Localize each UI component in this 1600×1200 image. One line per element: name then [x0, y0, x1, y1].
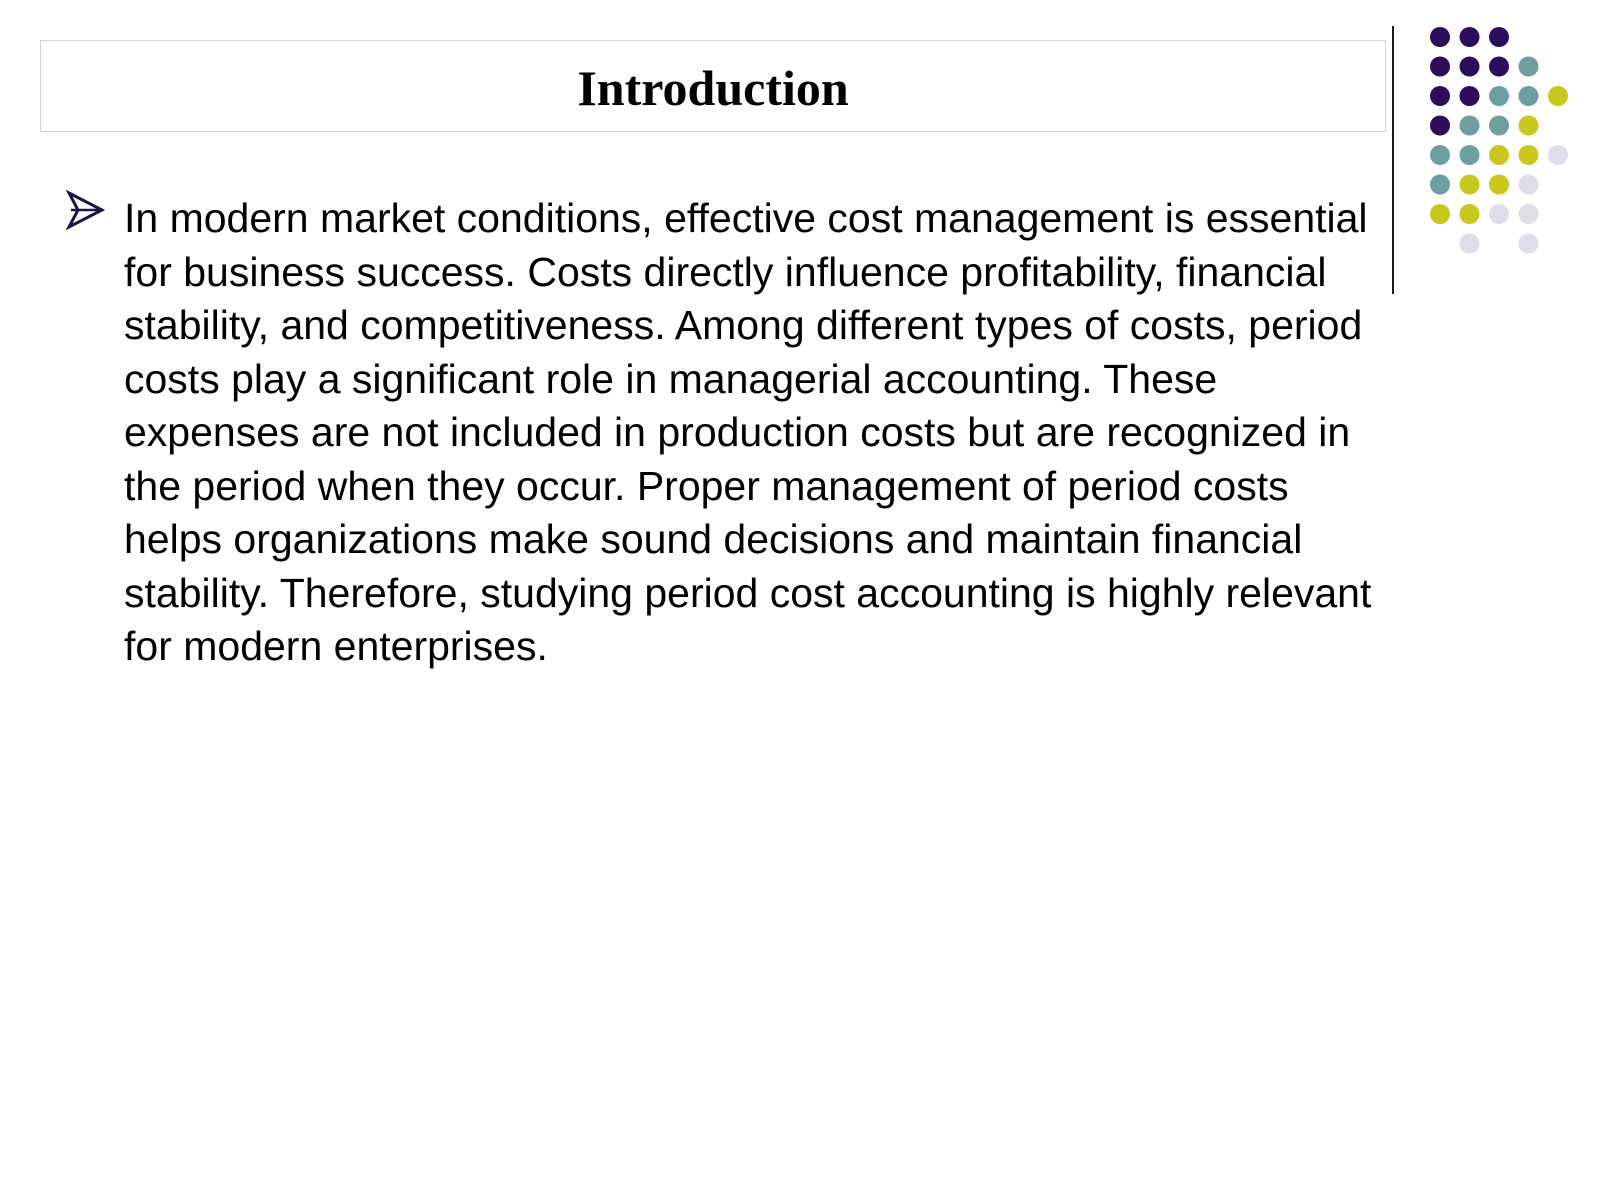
decorative-dot	[1489, 116, 1509, 136]
decorative-dot	[1519, 145, 1539, 165]
decorative-dot	[1460, 175, 1480, 195]
decorative-dot	[1460, 27, 1480, 47]
decorative-dot	[1460, 204, 1480, 224]
decorative-dot	[1489, 86, 1509, 106]
decorative-dot	[1489, 27, 1509, 47]
decorative-dot	[1489, 145, 1509, 165]
decorative-dot	[1460, 57, 1480, 77]
decorative-dot	[1548, 145, 1568, 165]
decorative-dot	[1519, 175, 1539, 195]
decorative-dot	[1460, 145, 1480, 165]
page-title: Introduction	[577, 60, 849, 116]
arrow-bullet-icon	[66, 190, 106, 230]
decorative-dot	[1519, 234, 1539, 254]
decorative-dot	[1430, 175, 1450, 195]
decorative-dot	[1519, 204, 1539, 224]
decorative-dot	[1430, 204, 1450, 224]
decorative-dot	[1548, 86, 1568, 106]
decorative-dot	[1460, 116, 1480, 136]
decorative-dot	[1430, 116, 1450, 136]
decorative-dot	[1489, 204, 1509, 224]
decorative-dot-grid	[1400, 20, 1600, 280]
decorative-dot	[1430, 57, 1450, 77]
title-box	[40, 40, 1386, 132]
decorative-dot	[1430, 145, 1450, 165]
decorative-dot	[1460, 234, 1480, 254]
decorative-dot	[1519, 116, 1539, 136]
decorative-dot	[1489, 175, 1509, 195]
decorative-dot	[1460, 86, 1480, 106]
decorative-dot	[1489, 57, 1509, 77]
bullet-text: In modern market conditions, effective cost management is essential for business success. Costs directly influence profitability, financial stability, and competitiveness. Among different types of costs, period costs play a significant role in managerial accounting. These expenses are not included in production costs but are recognized in the period when they occur. Proper management of period costs helps organizations make sound decisions and maintain financial stability. Therefore, studying period cost accounting is highly relevant for modern enterprises.	[124, 195, 1372, 669]
decorative-dot	[1519, 57, 1539, 77]
decorative-dot	[1519, 86, 1539, 106]
decorative-dot	[1430, 86, 1450, 106]
decorative-dot	[1430, 27, 1450, 47]
